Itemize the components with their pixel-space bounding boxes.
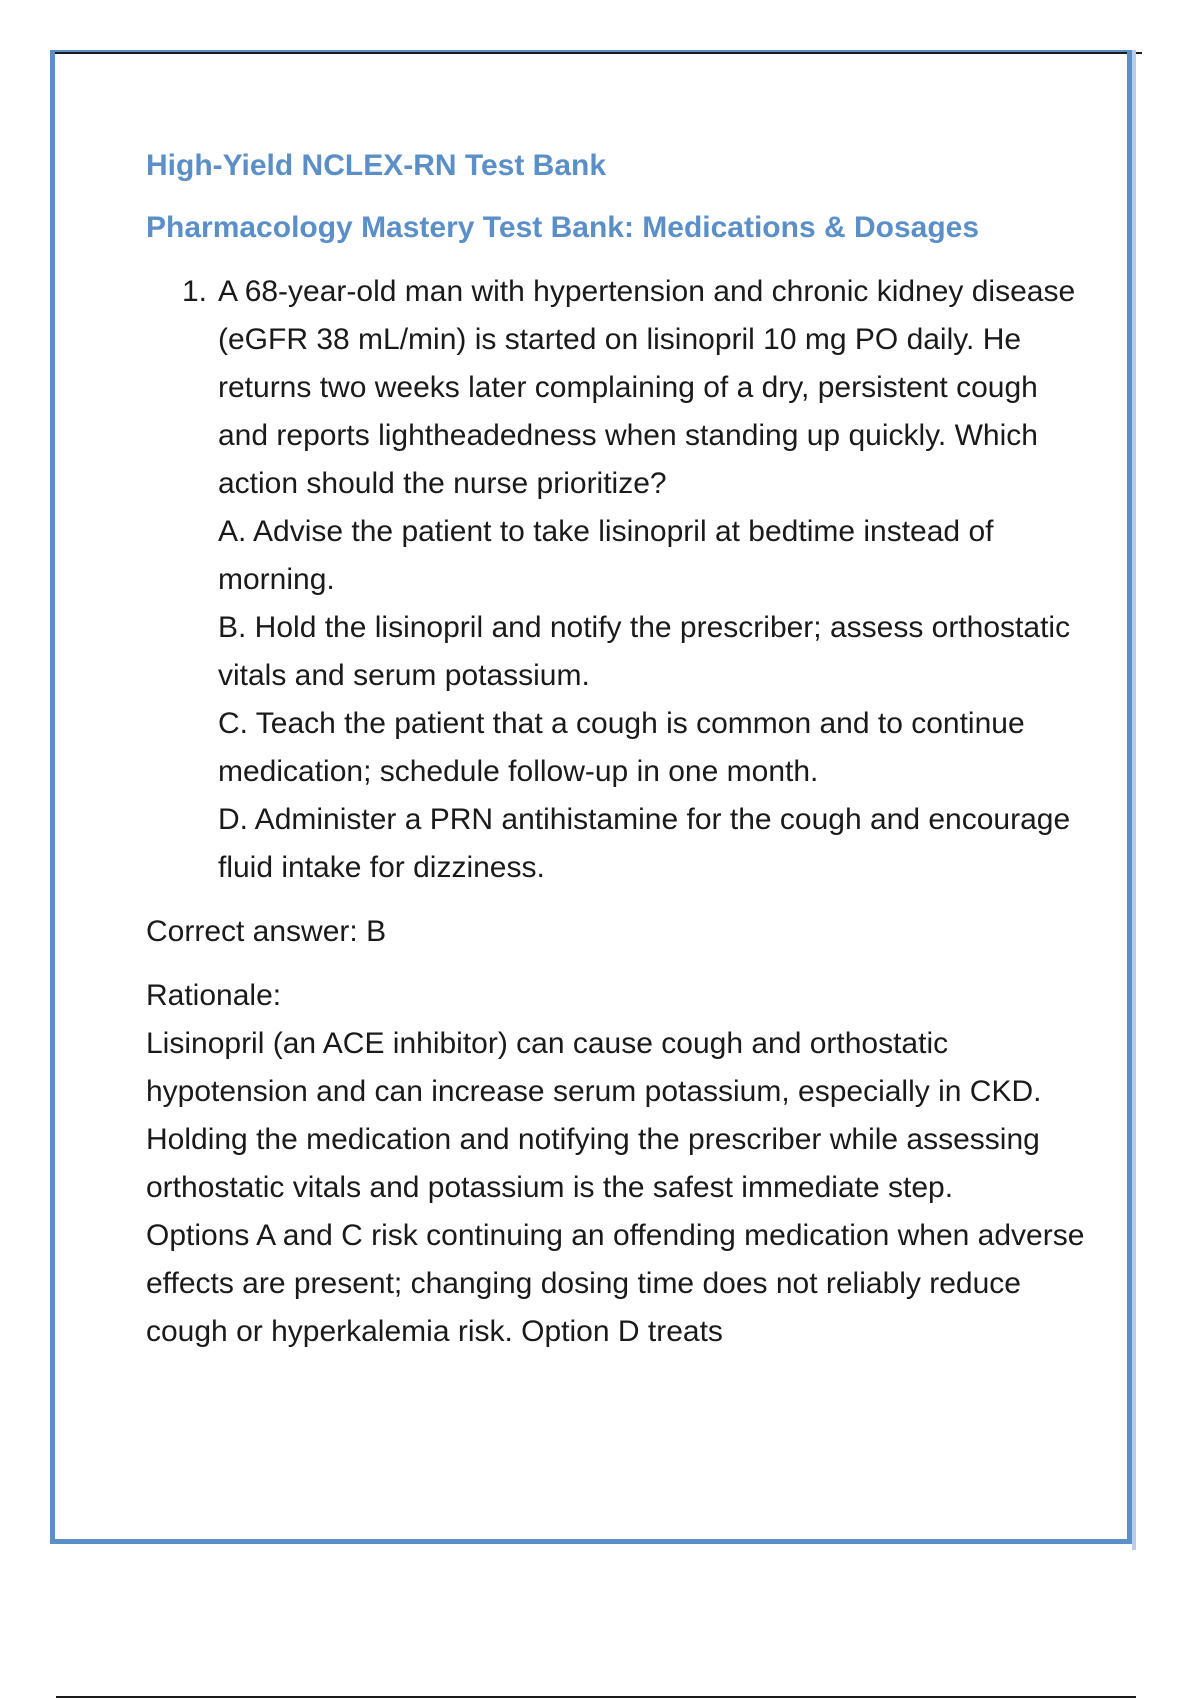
bottom-rule [56, 1696, 1136, 1698]
answer-option-d: D. Administer a PRN antihistamine for the cough and encourage fluid intake for dizziness. [218, 803, 1071, 884]
question-item [146, 268, 1086, 892]
answer-option-b: B. Hold the lisinopril and notify the prescriber; assess orthostatic vitals and serum potassium. [218, 611, 1071, 692]
answer-option-a: A. Advise the patient to take lisinopril at bedtime instead of morning. [218, 515, 994, 596]
rationale-paragraph-2: Options A and C risk continuing an offending medication when adverse effects are present; changing dosing time does not reliably reduce cough or hyperkalemia risk. Option D treats [146, 1219, 1085, 1348]
correct-answer: Correct answer: B [146, 915, 387, 948]
rationale-section [146, 972, 1086, 1356]
document-content [146, 146, 1086, 1356]
question-number: 1. [182, 275, 208, 308]
section-title: Pharmacology Mastery Test Bank: Medications & Dosages [146, 211, 980, 244]
document-header-title: High-Yield NCLEX-RN Test Bank [146, 149, 607, 182]
answer-option-c: C. Teach the patient that a cough is common and to continue medication; schedule follow-up in one month. [218, 707, 1025, 788]
rationale-paragraph-1: Lisinopril (an ACE inhibitor) can cause cough and orthostatic hypotension and can increase serum potassium, especially in CKD. Holding the medication and notifying the prescriber while assessing orthostatic vitals and potassium is the safest immediate step. [146, 1027, 1042, 1204]
right-accent-bar [1132, 50, 1136, 1550]
rationale-label: Rationale: [146, 979, 282, 1012]
question-stem: A 68-year-old man with hypertension and chronic kidney disease (eGFR 38 mL/min) is started on lisinopril 10 mg PO daily. He returns two weeks later complaining of a dry, persistent cough and reports lightheadedness when standing up quickly. Which action should the nurse prioritize? [218, 275, 1076, 500]
